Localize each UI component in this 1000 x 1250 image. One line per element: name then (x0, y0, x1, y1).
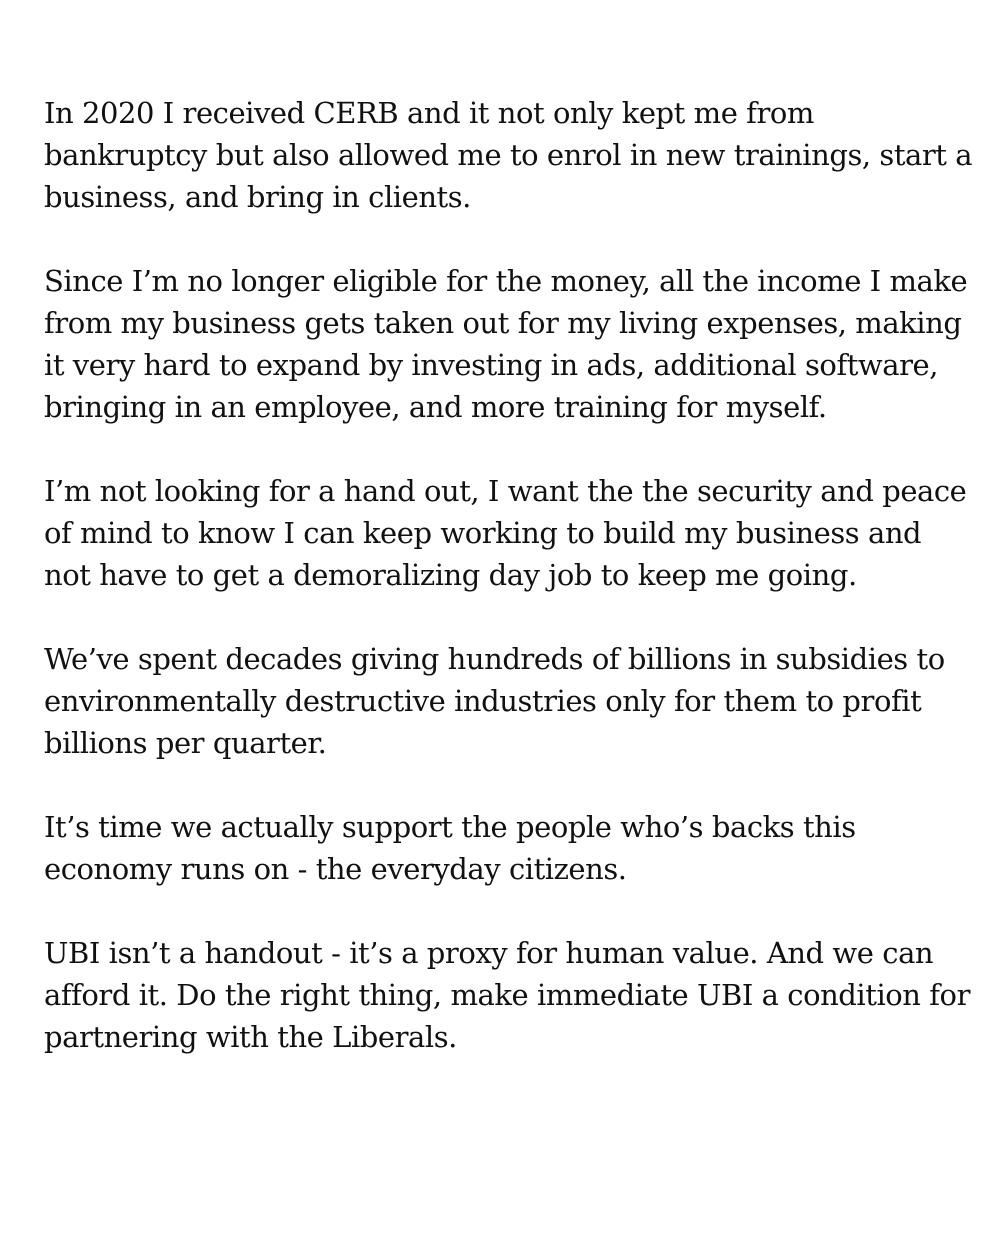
paragraph-subsidies: We’ve spent decades giving hundreds of billions in subsidies to environmentally destructive industries only for them to profit billions per quarter. (44, 642, 945, 760)
paragraph-ubi-call: UBI isn’t a handout - it’s a proxy for human value. And we can afford it. Do the right thing, make immediate UBI a condition for partnering with the Liberals. (44, 936, 970, 1054)
paragraph-support-citizens: It’s time we actually support the people who’s backs this economy runs on - the everyday citizens. (44, 810, 856, 886)
letter-body (44, 92, 974, 1058)
paragraph-income-expenses: Since I’m no longer eligible for the money, all the income I make from my business gets taken out for my living expenses, making it very hard to expand by investing in ads, additional software, bringing in an employee, and more training for myself. (44, 264, 968, 424)
paragraph-not-handout: I’m not looking for a hand out, I want the the security and peace of mind to know I can keep working to build my business and not have to get a demoralizing day job to keep me going. (44, 474, 967, 592)
paragraph-cerb-experience: In 2020 I received CERB and it not only kept me from bankruptcy but also allowed me to enrol in new trainings, start a business, and bring in clients. (44, 96, 973, 214)
